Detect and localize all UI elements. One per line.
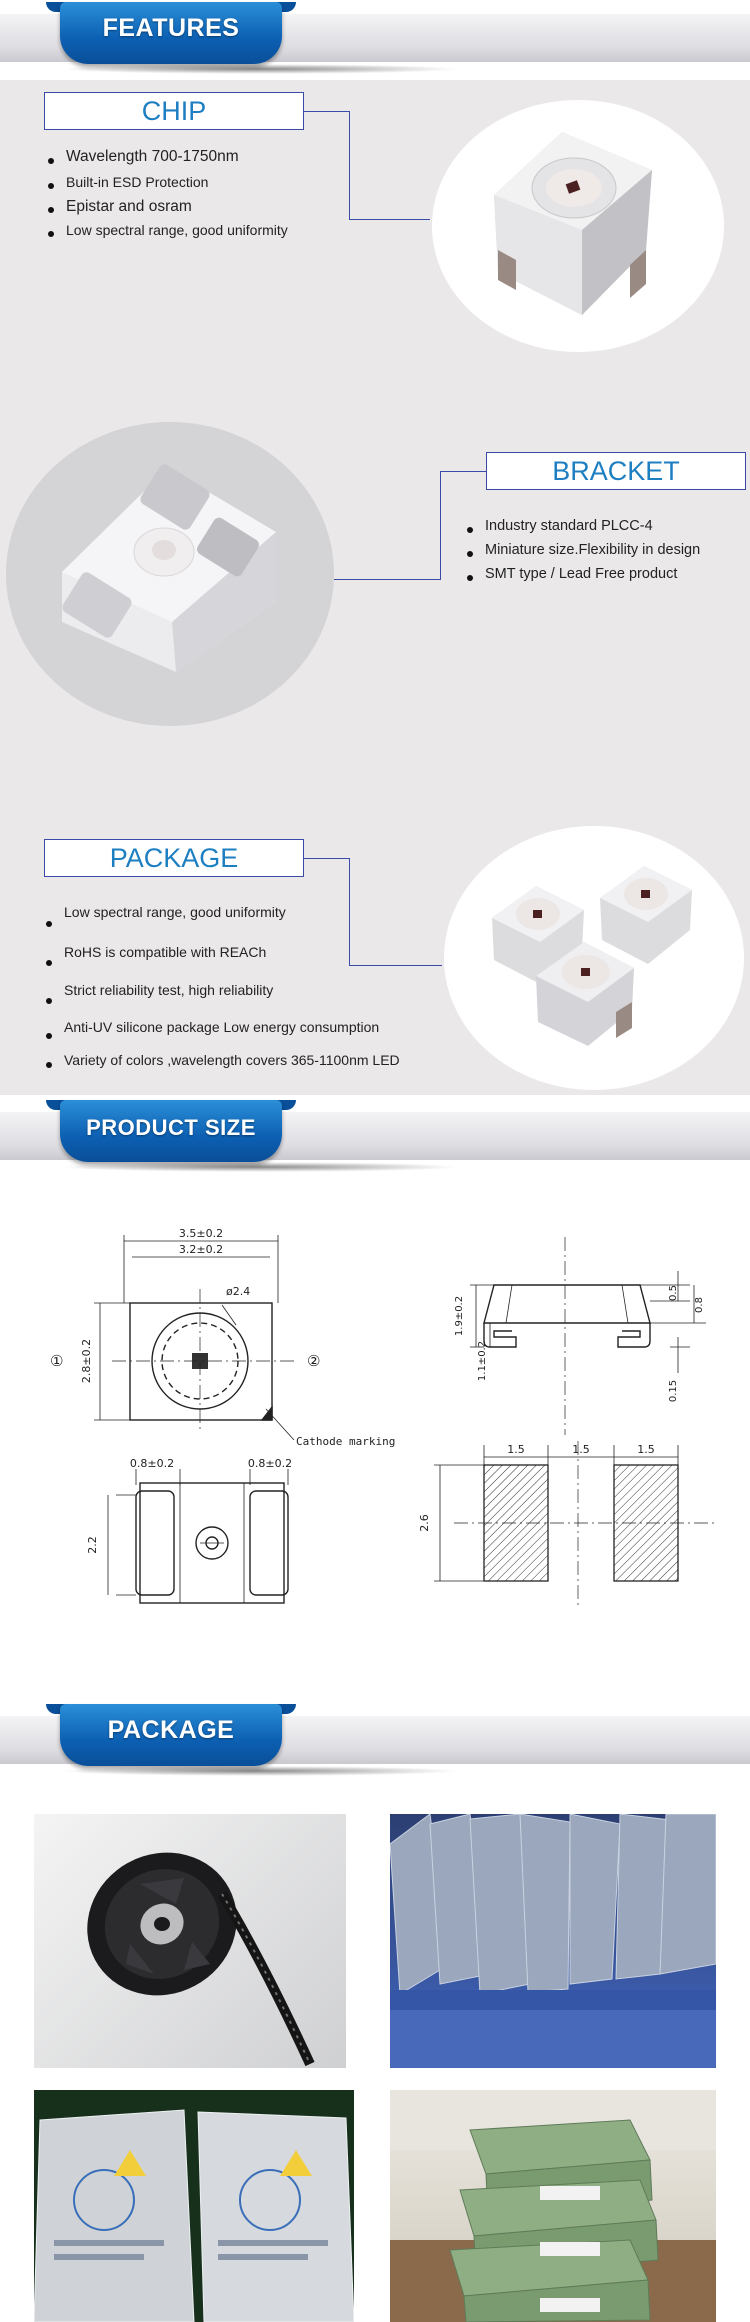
list-item: Epistar and osram <box>46 198 288 222</box>
features-banner <box>0 0 750 78</box>
chip-feature-list <box>46 148 288 246</box>
dim-top-width-outer: 3.5±0.2 <box>178 1227 224 1240</box>
dim-side-gap: 0.8 <box>694 1297 705 1313</box>
package-banner <box>0 1702 750 1780</box>
side-view <box>470 1237 706 1435</box>
bracket-connector-tail <box>334 579 440 580</box>
cartons-photo <box>390 2090 716 2322</box>
list-item: Built-in ESD Protection <box>46 174 288 198</box>
dim-height: 2.8±0.2 <box>80 1338 93 1384</box>
dim-bottom-pad-left: 0.8±0.2 <box>129 1457 175 1470</box>
reel-photo <box>34 1814 346 2068</box>
list-item: Low spectral range, good uniformity <box>44 904 400 944</box>
dim-pad-width-1: 1.5 <box>507 1443 525 1456</box>
dim-bottom-height: 2.2 <box>86 1536 99 1554</box>
dim-pad-width-2: 1.5 <box>572 1443 590 1456</box>
sealed-bags-illustration <box>34 2090 354 2322</box>
dim-side-bottom: 0.15 <box>668 1379 679 1403</box>
chip-connector <box>304 111 350 220</box>
sealed-bags-photo <box>34 2090 354 2322</box>
antistatic-bags-photo <box>390 1814 716 2068</box>
top-view <box>94 1235 296 1440</box>
list-item: Strict reliability test, high reliability <box>44 982 400 1019</box>
product-size-heading: PRODUCT SIZE <box>86 1115 256 1140</box>
dim-side-top: 0.5 <box>668 1285 679 1301</box>
chip-image <box>432 100 724 352</box>
cathode-marking-label: Cathode marking <box>296 1435 396 1448</box>
list-item: SMT type / Lead Free product <box>465 566 700 590</box>
dim-top-width-inner: 3.2±0.2 <box>178 1243 224 1256</box>
package-leds-illustration <box>444 826 744 1090</box>
package-heading: PACKAGE <box>107 1716 235 1744</box>
dim-bottom-pad-right: 0.8±0.2 <box>247 1457 293 1470</box>
bracket-led-illustration <box>6 422 334 726</box>
package-title: PACKAGE <box>44 839 304 877</box>
dim-side-body: 1.1±0.2 <box>477 1340 488 1382</box>
dim-pad-height: 2.6 <box>418 1514 431 1532</box>
package-feature-list <box>44 904 400 1078</box>
bags-illustration <box>390 1814 716 2068</box>
list-item: Miniature size.Flexibility in design <box>465 542 700 566</box>
list-item: Variety of colors ,wavelength covers 365-1100nm LED <box>44 1052 400 1078</box>
list-item: Low spectral range, good uniformity <box>46 222 288 246</box>
pad-layout <box>434 1441 714 1605</box>
led-2 <box>600 866 692 964</box>
features-heading: FEATURES <box>102 14 240 42</box>
list-item: RoHS is compatible with REACh <box>44 944 400 982</box>
bottom-view <box>108 1469 288 1603</box>
cartons-illustration <box>390 2090 716 2322</box>
pin-2-label: ② <box>307 1352 321 1370</box>
list-item: Wavelength 700-1750nm <box>46 148 288 174</box>
list-item: Anti-UV silicone package Low energy consumption <box>44 1019 400 1052</box>
chip-title: CHIP <box>44 92 304 130</box>
bracket-feature-list <box>465 518 700 590</box>
banner-shadow <box>60 1766 460 1776</box>
dim-pad-width-3: 1.5 <box>637 1443 655 1456</box>
dim-lens-diameter: ø2.4 <box>226 1285 251 1298</box>
list-item: Industry standard PLCC-4 <box>465 518 700 542</box>
package-image <box>444 826 744 1090</box>
tape-reel-illustration <box>34 1814 346 2068</box>
chip-led-illustration <box>432 100 724 352</box>
banner-shadow <box>60 1162 460 1172</box>
bracket-image <box>6 422 334 726</box>
product-size-banner <box>0 1098 750 1176</box>
dim-side-height: 1.9±0.2 <box>454 1295 465 1337</box>
chip-connector-tail <box>350 219 430 220</box>
dimension-drawings <box>0 1195 750 1665</box>
banner-shadow <box>60 64 460 74</box>
pin-1-label: ① <box>50 1352 64 1370</box>
bracket-title: BRACKET <box>486 452 746 490</box>
